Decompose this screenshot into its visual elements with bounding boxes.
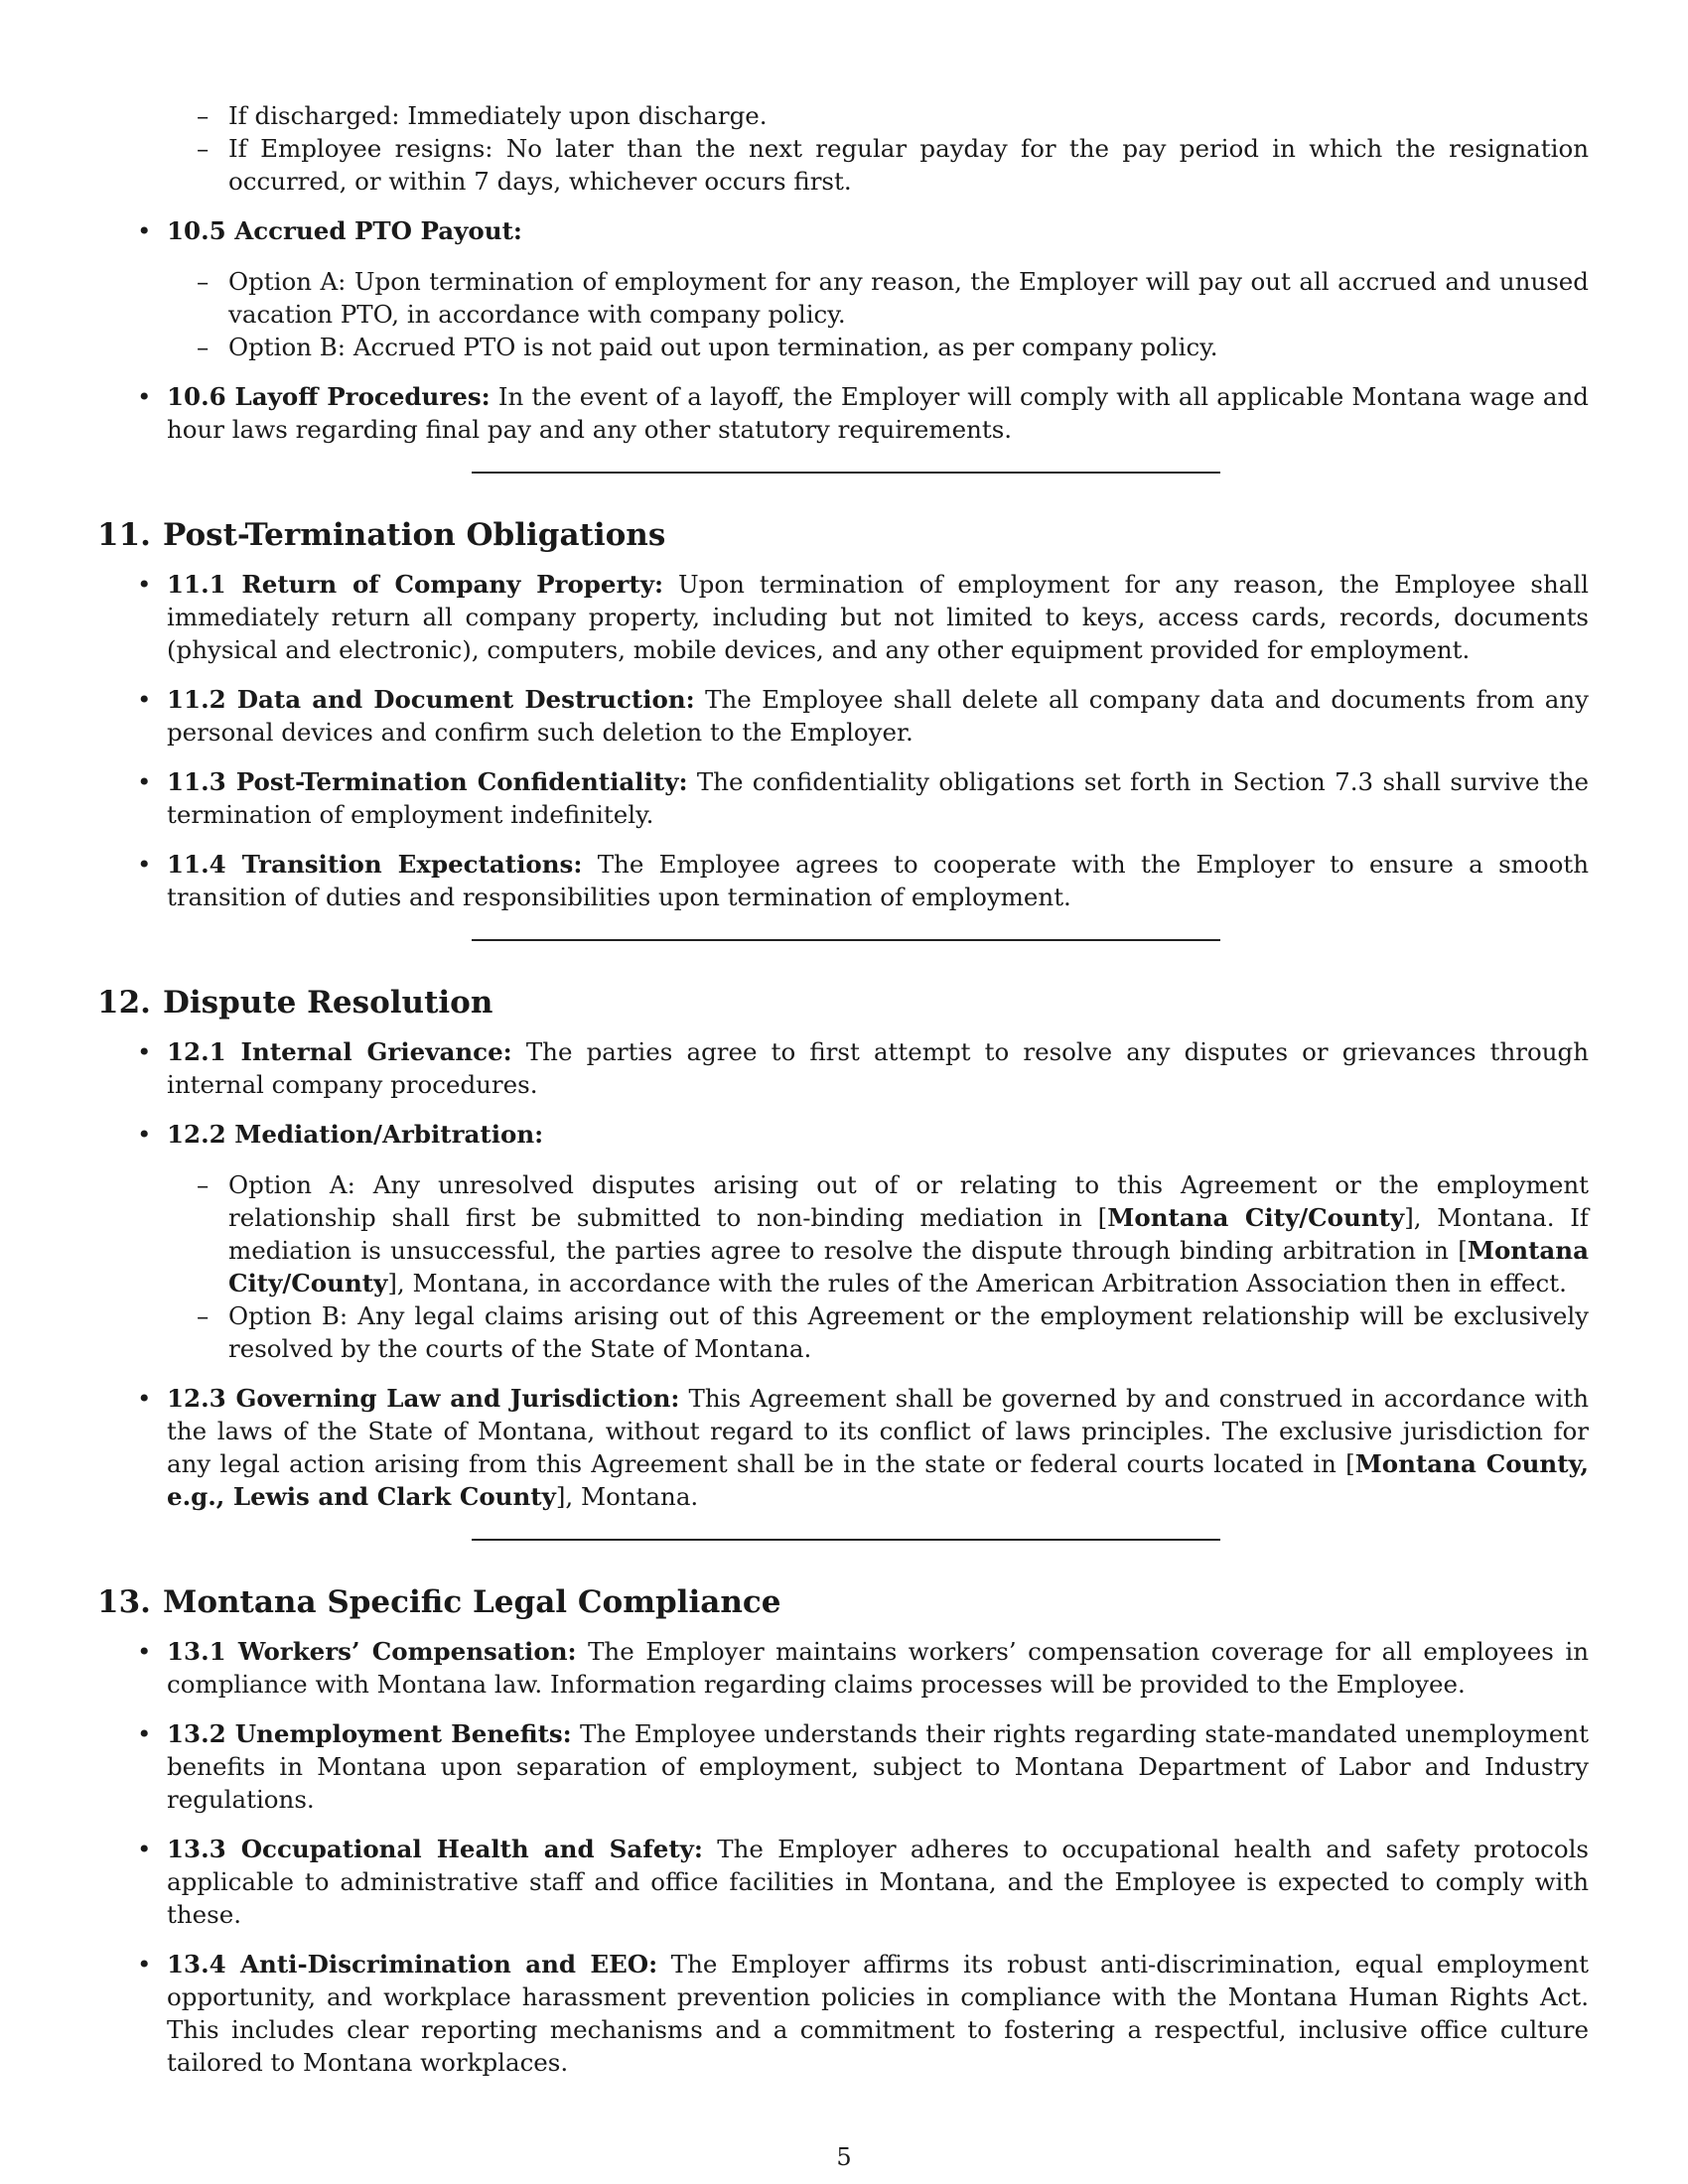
clause-text: The parties agree to first attempt to resolve any disputes or grievances through internal company procedures. (167, 1037, 1589, 1099)
option-text: ], Montana. If mediation is unsuccessful, the parties agree to resolve the dispute through binding arbitration in [ (228, 1203, 1589, 1265)
section-title: Dispute Resolution (163, 985, 493, 1021)
clause-text: ], Montana. (555, 1482, 699, 1511)
clause-label: 12.2 Mediation/Arbitration: (167, 1120, 544, 1149)
clause-label: 10.6 Layoff Procedures: (167, 382, 491, 411)
clause-10-5 (97, 214, 1589, 247)
clause-label: 11.1 Return of Company Property: (167, 570, 664, 599)
section-heading-12 (97, 983, 1589, 1023)
clause-12-1 (97, 1035, 1589, 1101)
clause-11-3 (97, 765, 1589, 831)
clause-text: The Employer affirms its robust anti-discrimination, equal employment opportunity, and workplace harassment prevention policies in compliance with the Montana Human Rights Act. This includes clear reporting mechanisms and a commitment to fostering a respectful, inclusive office culture tailored to Montana workplaces. (167, 1950, 1589, 2077)
clause-11-2 (97, 683, 1589, 749)
section-heading-13 (97, 1582, 1589, 1622)
list-item: – Option A: Upon termination of employment for any reason, the Employer will pay out all accrued and unused vacation PTO, in accordance with company policy. (97, 265, 1589, 331)
section-divider (472, 939, 1220, 941)
clause-11-1 (97, 568, 1589, 666)
page-content (97, 99, 1589, 2079)
carryover-list (97, 99, 1589, 198)
clause-label: 12.1 Internal Grievance: (167, 1037, 512, 1066)
clause-text: The Employee understands their rights regarding state-mandated unemployment benefits in Montana upon separation of employment, subject to Montana Department of Labor and Industry regulations. (167, 1719, 1589, 1814)
option-text: ], Montana, in accordance with the rules of the American Arbitration Association then in effect. (387, 1269, 1567, 1297)
clause-label: 11.2 Data and Document Destruction: (167, 685, 695, 714)
clause-text: The confidentiality obligations set forth in Section 7.3 shall survive the termination of employment indefinitely. (167, 767, 1589, 829)
clause-12-2-options (97, 1168, 1589, 1365)
clause-10-6 (97, 380, 1589, 446)
section-divider (472, 1539, 1220, 1541)
clause-13-2 (97, 1717, 1589, 1816)
option-text: Option A: Any unresolved disputes arising out of or relating to this Agreement or the employment relationship shall first be submitted to non-binding mediation in [ (228, 1170, 1589, 1232)
clause-text: The Employee shall delete all company data and documents from any personal devices and confirm such deletion to the Employer. (167, 685, 1589, 747)
clause-13-3 (97, 1833, 1589, 1931)
section-title: Montana Specific Legal Compliance (163, 1584, 781, 1620)
list-item: – If discharged: Immediately upon discharge. (97, 99, 1589, 132)
clause-text: In the event of a layoff, the Employer will comply with all applicable Montana wage and hour laws regarding final pay and any other statutory requirements. (167, 382, 1589, 444)
section-title: Post-Termination Obligations (163, 517, 666, 553)
clause-text: The Employer maintains workers’ compensation coverage for all employees in compliance with Montana law. Information regarding claims processes will be provided to the Employee. (167, 1637, 1589, 1699)
clause-label: 13.3 Occupational Health and Safety: (167, 1835, 703, 1863)
section-heading-11 (97, 515, 1589, 555)
clause-text: Upon termination of employment for any reason, the Employee shall immediately return all company property, including but not limited to keys, access cards, records, documents (physical and electronic), computers, mobile devices, and any other equipment provided for employment. (167, 570, 1589, 664)
clause-13-1 (97, 1635, 1589, 1701)
clause-10-5-options (97, 265, 1589, 363)
page-number: 5 (836, 2143, 852, 2171)
section-number: 12. (97, 985, 151, 1021)
clause-label: 13.1 Workers’ Compensation: (167, 1637, 577, 1666)
placeholder-field: Montana City/County (1107, 1203, 1405, 1232)
clause-label: 12.3 Governing Law and Jurisdiction: (167, 1384, 680, 1413)
clause-11-4 (97, 848, 1589, 913)
list-item: – Option B: Any legal claims arising out of this Agreement or the employment relationship will be exclusively resolved by the courts of the State of Montana. (97, 1299, 1589, 1365)
list-item: – Option B: Accrued PTO is not paid out upon termination, as per company policy. (97, 331, 1589, 363)
clause-text: The Employer adheres to occupational health and safety protocols applicable to administrative staff and office facilities in Montana, and the Employee is expected to comply with these. (167, 1835, 1589, 1929)
clause-text: This Agreement shall be governed by and construed in accordance with the laws of the State of Montana, without regard to its conflict of laws principles. The exclusive jurisdiction for any legal action arising from this Agreement shall be in the state or federal courts located in [ (167, 1384, 1589, 1478)
clause-12-2 (97, 1118, 1589, 1151)
placeholder-field: Montana County, e.g., Lewis and Clark County (167, 1449, 1589, 1511)
clause-label: 11.3 Post-Termination Confidentiality: (167, 767, 688, 796)
list-item (97, 1168, 1589, 1299)
placeholder-field: Montana City/County (228, 1236, 1589, 1297)
clause-label: 13.2 Unemployment Benefits: (167, 1719, 572, 1748)
clause-label: 10.5 Accrued PTO Payout: (167, 216, 522, 245)
clause-text: The Employee agrees to cooperate with the Employer to ensure a smooth transition of duties and responsibilities upon termination of employment. (167, 850, 1589, 911)
clause-label: 13.4 Anti-Discrimination and EEO: (167, 1950, 658, 1979)
section-divider (472, 472, 1220, 474)
clause-12-3 (97, 1382, 1589, 1513)
list-item: – If Employee resigns: No later than the next regular payday for the pay period in which the resignation occurred, or within 7 days, whichever occurs first. (97, 132, 1589, 198)
clause-13-4 (97, 1948, 1589, 2079)
section-number: 13. (97, 1584, 151, 1620)
section-number: 11. (97, 517, 151, 553)
clause-label: 11.4 Transition Expectations: (167, 850, 583, 879)
